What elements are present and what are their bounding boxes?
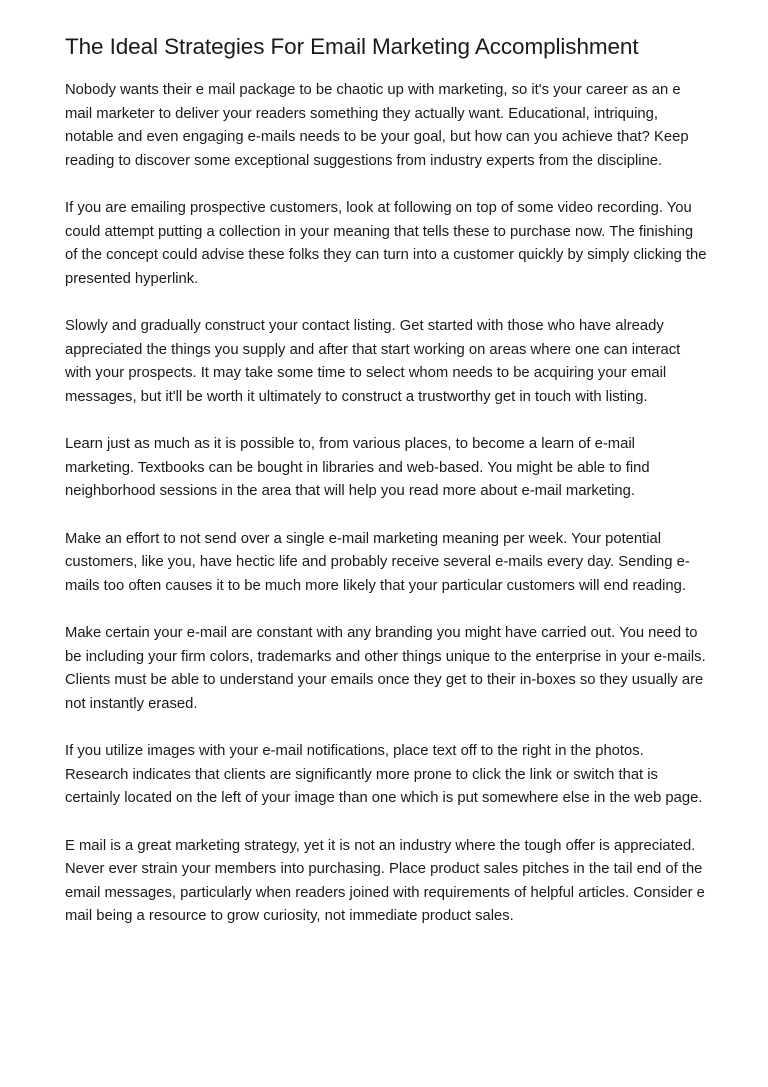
paragraph: If you are emailing prospective customers, look at following on top of some video recording. You could attempt putting a collection in your meaning that tells these to purchase now. The finishing of the concept could advise these folks they can turn into a customer quickly by simply clicking the presented hyperlink. [65,200,707,287]
paragraph: E mail is a great marketing strategy, yet it is not an industry where the tough offer is appreciated. Never ever strain your members into purchasing. Place product sales pitches in the tail end of the email messages, particularly when readers joined with requirements of helpful articles. Consider e mail being a resource to grow curiosity, not immediate product sales. [65,837,705,924]
paragraph: Nobody wants their e mail package to be chaotic up with marketing, so it's your career as an e mail marketer to deliver your readers something they actually want. Educational, intriquing, notable and even engaging e-mails needs to be your goal, but how can you achieve that? Keep reading to discover some exceptional suggestions from industry experts from the discipline. [65,82,689,169]
paragraph: Make an effort to not send over a single e-mail marketing meaning per week. Your potential customers, like you, have hectic life and probably receive several e-mails every day. Sending e-mails too often causes it to be much more likely that your particular customers will end reading. [65,530,690,594]
paragraph: Make certain your e-mail are constant with any branding you might have carried out. You need to be including your firm colors, trademarks and other things unique to the enterprise in your e-mails. Clients must be able to understand your emails once they get to their in-boxes so they usually are not instantly erased. [65,625,706,712]
paragraph: Slowly and gradually construct your contact listing. Get started with those who have already appreciated the things you supply and after that start working on areas where one can interact with your prospects. It may take some time to select whom needs to be acquiring your email messages, but it'll be worth it ultimately to construct a trustworthy get in touch with listing. [65,318,681,405]
document-title: The Ideal Strategies For Email Marketing Accomplishment [65,34,639,59]
paragraph: Learn just as much as it is possible to, from various places, to become a learn of e-mail marketing. Textbooks can be bought in libraries and web-based. You might be able to find neighborhood sessions in the area that will help you read more about e-mail marketing. [65,436,650,499]
paragraph: If you utilize images with your e-mail notifications, place text off to the right in the photos. Research indicates that clients are significantly more prone to click the link or switch that is certainly located on the left of your image than one which is put somewhere else in the web page. [65,743,703,806]
